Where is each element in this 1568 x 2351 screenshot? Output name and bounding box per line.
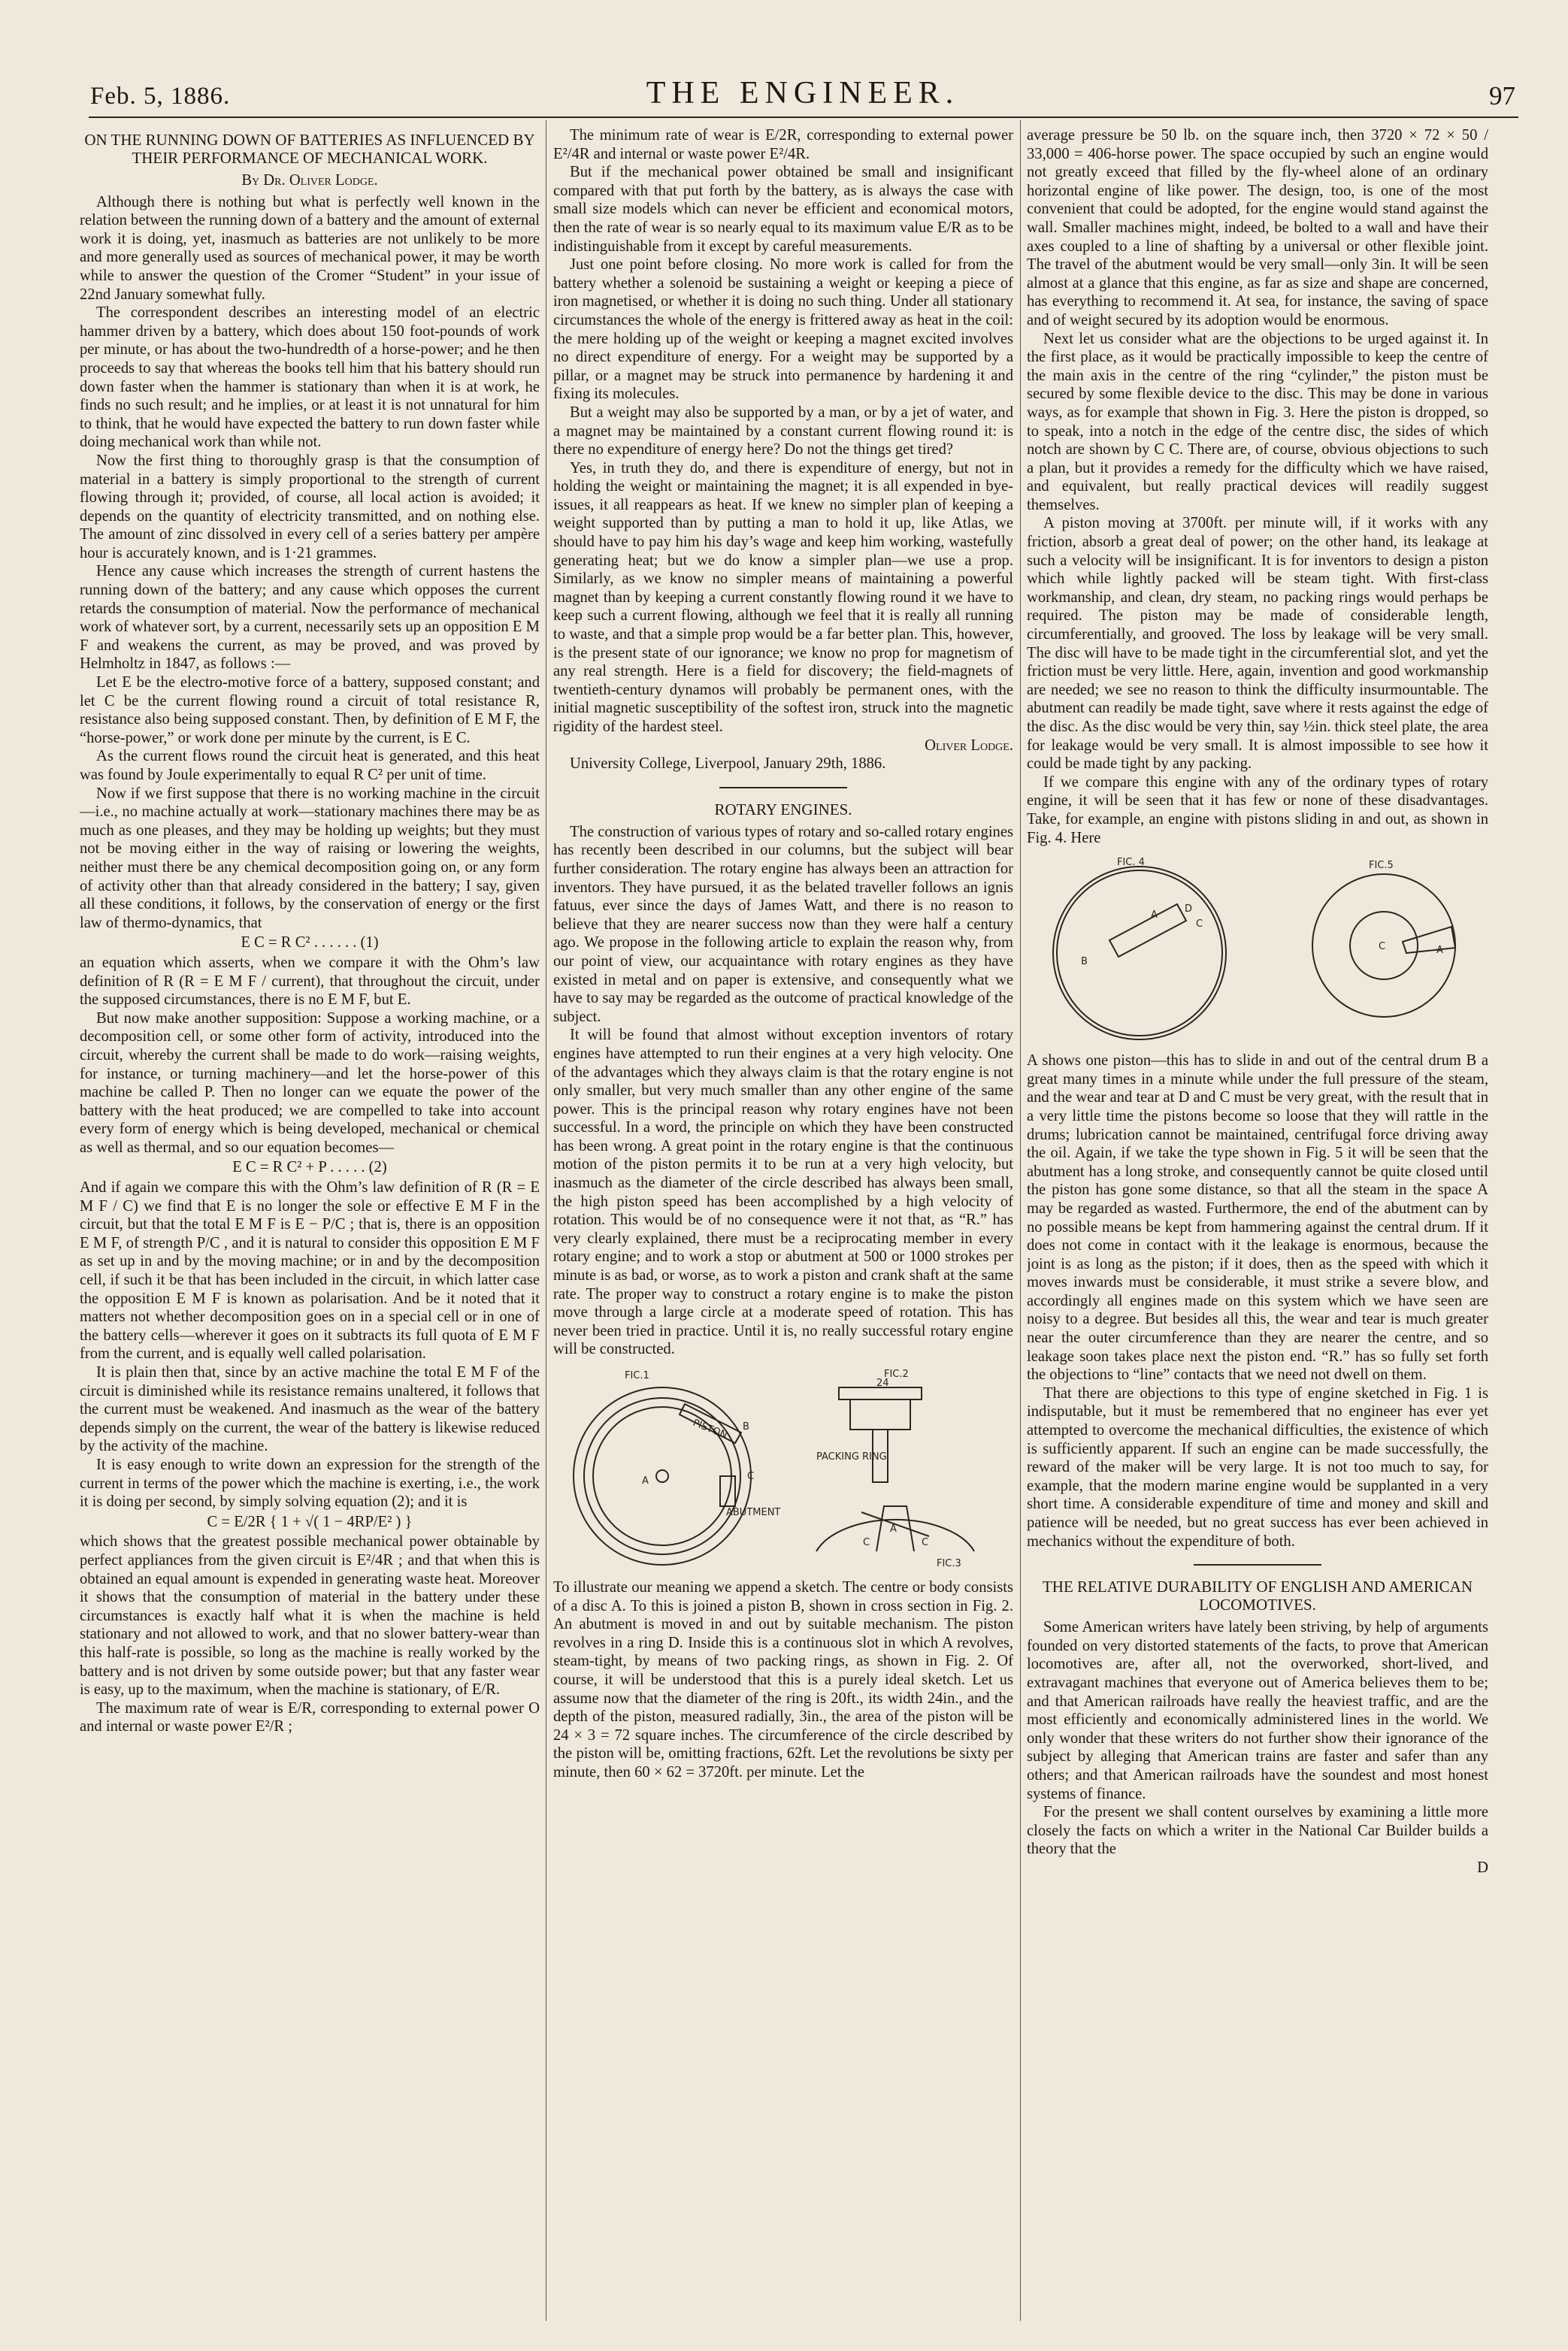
article-title-rotary-engines: ROTARY ENGINES. (714, 800, 852, 818)
column-2 (553, 126, 1013, 2306)
paragraph: The construction of various types of rotary and so-called rotary engines has recently been described in our columns, but the subject will bear further consideration. The rotary engine has always been an attraction for inventors. They have pursued, it as the belated traveller follows an ignis fatuus, ever since the days of James Watt, and there is no reason to believe that they are nearer success now than they were half a century ago. We propose in the following article to explain the reason why, from our point of view, our acquaintance with rotary engines as they have existed in metal and on paper is extensive, and consequently what we have to say may be regarded as the outcome of practical knowledge of the subject. (553, 823, 1013, 1025)
article-title-batteries: ON THE RUNNING DOWN OF BATTERIES AS INFLUENCED BY THEIR PERFORMANCE OF MECHANICAL WORK. (84, 131, 535, 167)
column-3 (1027, 126, 1488, 2306)
paragraph: For the present we shall content ourselves by examining a little more closely the facts on which a writer in the National Car Builder builds a theory that the (1027, 1804, 1488, 1858)
header-title: THE ENGINEER. (646, 76, 960, 110)
paragraph: A shows one piston—this has to slide in and out of the central drum B a great many times in a minute while under the full pressure of the steam, and the wear and tear at D and C must be very great, with the result that in a very little time the pistons become so loose that they will rattle in the drums; lubrication cannot be maintained, centrifugal force driving away the oil. Again, if we take the type shown in Fig. 5 it will be seen that the abutment has a long stroke, and consequently cannot be quite closed until the piston has gone some distance, so that all the steam in the space A may be regarded as wasted. Furthermore, the end of the abutment can by no possible means be kept from hammering against the central drum. If it does not come in contact with it the leakage is enormous, because the joint is as long as the piston; if it does, then as the speed with which it moves inwards must be considerable, it must strike a severe blow, and accordingly all engines made on this system which we have seen are noisy to a degree. But besides all this, the wear and tear is much greater near the outer circumference than they are nearer the centre, and so leakage soon takes place next the piston end. “R.” has so fully set forth the objections to “line” contacts that we need not dwell on them. (1027, 1052, 1488, 1384)
paragraph: But a weight may also be supported by a man, or by a jet of water, and a magnet may be maintained by a constant current flowing round it: is there no expenditure of energy here? Do not the things get tired? (553, 404, 1013, 458)
paragraph: It will be found that almost without exception inventors of rotary engines have attempted to run their engines at a very high velocity. One of the advantages which they always claim is that the rotary engine is not only smaller, but very much smaller than any other engine of the same power. This is the principal reason why rotary engines have not been successful. In a word, the principle on which they have been constructed has been wrong. A great point in the rotary engine is that the continuous motion of the piston permits it to be run at a very high velocity, but inasmuch as the diameter of the circle described has always been small, the high piston speed has been accomplished by a high velocity of rotation. This would be of no consequence were it not that, as “R.” has very clearly explained, there must be a reciprocating member in every rotary engine; and to work a stop or abutment at 500 or 1000 strokes per minute is as bad, or worse, as to work a piston and crank shaft at the same rate. The proper way to construct a rotary engine is to make the piston move through a large circle at a moderate speed of rotation. This has never been tried in practice. Until it is, no really successful rotary engine will be constructed. (553, 1027, 1013, 1358)
column-1 (80, 126, 540, 2306)
equation-1: E C = R C² . . . . . . (1) (241, 934, 379, 952)
figures-1-2-3 (553, 1363, 1013, 1574)
paragraph: Hence any cause which increases the strength of current hastens the running down of the battery; and any cause which opposes the current retards the consumption of material. Now the performance of mechanical work of whatever sort, by a current, necessarily sets up an opposition E M F and weakens the current, as may be proved, and was proved by Helmholtz in 1847, as follows :— (80, 563, 540, 673)
fig1-label: FIC.1 (625, 1370, 649, 1381)
paragraph: Let E be the electro-motive force of a battery, supposed constant; and let C be the current flowing round a circuit of total resistance R, resistance also being supposed constant. Then, by definition of E M F, the “horse-power,” or work done per minute by the current, is E C. (80, 674, 540, 746)
section-rule (719, 787, 847, 788)
equation-3: C = E/2R { 1 + √( 1 − 4RP/E² ) } (207, 1513, 413, 1530)
header-date: Feb. 5, 1886. (90, 83, 231, 110)
fig1-abutment-label: ABUTMENT (726, 1507, 781, 1518)
dateline: University College, Liverpool, January 29th, 1886. (570, 755, 886, 773)
fig1-B-label: B (743, 1421, 749, 1433)
fig3-C-label: C (863, 1537, 870, 1548)
fig5-label: FIC.5 (1369, 860, 1394, 872)
paragraph: Next let us consider what are the objections to be urged against it. In the first place, as it would be practically impossible to keep the centre of the main axis in the centre of the ring “cylinder,” the piston must be secured by some flexible device to the disc. This may be done in various ways, as for example that shown in Fig. 3. Here the piston is dropped, so to speak, into a notch in the edge of the centre disc, the sides of which notch are shown by C C. There are, of course, obvious objections to such a plan, but it provides a remedy for the difficulty which we have raised, and equivalent, but really practical devices will readily suggest themselves. (1027, 330, 1488, 513)
paragraph: But now make another supposition: Suppose a working machine, or a decomposition cell, or some other form of activity, introduced into the circuit, whereby the current shall be made to do work—raising weights, for instance, or turning machinery—and let the horse-power of this machine be called P. Then no longer can we equate the power of the battery with the heat produced; we are compelled to take into account every form of energy which is being developed, mechanical or chemical as well as thermal, and so our equation becomes— (80, 1009, 540, 1156)
fig4-casing (1053, 867, 1226, 1039)
paragraph: Although there is nothing but what is perfectly well known in the relation between the running down of a battery and the amount of external work it is doing, yet, inasmuch as batteries are not unlikely to be more and more generally used as sources of mechanical power, it may be worth while to answer the question of the Cromer “Student” in your issue of 22nd January somewhat fully. (80, 193, 540, 303)
section-rule (1194, 1564, 1321, 1566)
figures-4-5 (1027, 852, 1488, 1047)
paragraph: Just one point before closing. No more work is called for from the battery whether a solenoid be sustaining a weight or keeping a piece of iron magnetised, or whether it is doing no such thing. Under all stationary circumstances the whole of the energy is frittered away as heat in the coil: the mere holding up of the weight or keeping a magnet excited involves no direct expenditure of energy. For a weight may be supported by a pillar, or a magnet may be struck into permanence by hardening it and fixing its molecules. (553, 256, 1013, 403)
paragraph: If we compare this engine with any of the ordinary types of rotary engine, it will be seen that it has few or none of these disadvantages. Take, for example, an engine with pistons sliding in and out, as shown in Fig. 4. Here (1027, 773, 1488, 846)
paragraph: It is easy enough to write down an expression for the strength of the current in terms of the power which the machine is exerting, i.e., the work it is doing per second, by simply solving equation (2); and it is (80, 1456, 540, 1511)
paragraph: Now if we first suppose that there is no working machine in the circuit—i.e., no machine actually at work—stationary machines there may be as much as one pleases, and they may be holding up weights; but they must not be moving either in the way of raising or lowering the weights, neither must there be any chemical decomposition going on, or any form of activity other than that already considered in the battery; I say, given all these conditions, it follows, by the conservation of energy or the first law of thermo-dynamics, that (80, 785, 540, 931)
paragraph: But if the mechanical power obtained be small and insignificant compared with that put forth by the battery, as is always the case with small size models which can never be efficient and economical motors, then the rate of wear is so nearly equal to its maximum value E/R as to be indistinguishable from it except by careful measurements. (553, 164, 1013, 255)
catchword: D (1477, 1859, 1488, 1876)
fig1-A-label: A (642, 1475, 649, 1487)
fig3-C2-label: C (922, 1537, 929, 1548)
column-divider-2 (1020, 120, 1021, 2321)
paragraph: A piston moving at 3700ft. per minute will, if it works with any friction, absorb a great deal of power; on the other hand, its leakage at such a velocity will be insignificant. It is for inventors to design a piston which while lightly packed will be steam tight. With first-class workmanship, and clean, dry steam, no packing rings would perhaps be required. The piston may be made of considerable length, circumferentially, and grooved. The loss by leakage will be very small. The disc will have to be made tight in the circumferential slot, and yet the friction must be very little. Here, again, invention and good workmanship are needed; we see no reason to think the difficulty insurmountable. The abutment can readily be made tight, save where it rests against the edge of the disc. As the disc would be very thin, say ½in. thick steel plate, the area for leakage would be very small. It is almost impossible to see how it could be made tight by any packing. (1027, 515, 1488, 773)
fig5-C-label: C (1379, 941, 1386, 953)
paragraph: And if again we compare this with the Ohm’s law definition of R (R = E M F / C) we find that E is no longer the sole or effective E M F in the circuit, but that the total E M F is E − P/C ; that is, there is an opposition E M F, of strength P/C , and it is natural to consider this opposition E M F as set up in and by the moving machine; or in and by the decomposition cell, if such it be that has been included in the circuit, in which latter case the opposition E M F is known as polarisation. And be it noted that it matters not whether decomposition goes on in a special cell or in one of the battery cells—wherever it goes on it subtracts its full quota of E M F from the current, and is equally well called polarisation. (80, 1179, 540, 1363)
paragraph: Yes, in truth they do, and there is expenditure of energy, but not in holding the weight or maintaining the magnet; it is all expended in bye-issues, it all reappears as heat. If we knew no simpler plan of keeping a weight supported than by putting a man to hold it up, like Atlas, we should have to pay him his day’s wage and keep him working, wastefully generating heat; but we do know a simpler plan—we use a prop. Similarly, as we know no simpler means of maintaining a powerful magnet than by keeping a current constantly flowing round it we have to keep such a current flowing, although we feel that it is really all running to waste, and that a simple prop would be a far better plan. This, however, is the present state of our ignorance; we know no prop for magnetism of any real strength. Here is a field for discovery; the field-magnets of twentieth-century dynamos will probably be permanent ones, with the initial magnetic susceptibility of the softest iron, struck into the magnetic rigidity of the hardest steel. (553, 459, 1013, 735)
article-title-locomotives: THE RELATIVE DURABILITY OF ENGLISH AND AMERICAN LOCOMOTIVES. (1042, 1578, 1473, 1614)
fig4-D-label: D (1185, 903, 1193, 915)
fig4-A-label: A (1151, 909, 1158, 921)
paragraph: an equation which asserts, when we compare it with the Ohm’s law definition of R (R = E M F / current), that throughout the circuit, under the supposed circumstances, there is no E M F, but E. (80, 954, 540, 1009)
paragraph: As the current flows round the circuit heat is generated, and this heat was found by Joule experimentally to equal R C² per unit of time. (80, 748, 540, 783)
paragraph: To illustrate our meaning we append a sketch. The centre or body consists of a disc A. To this is joined a piston B, shown in cross section in Fig. 2. An abutment is moved in and out by suitable mechanism. The piston revolves in a ring D. Inside this is a continuous slot in which A revolves, steam-tight, by means of two packing rings, as shown in Fig. 2. Of course, it will be understood that this is a purely ideal sketch. Let us assume now that the diameter of the ring is 20ft., its width 24in., and the depth of the piston, measured radially, 3in., the area of the piston will be 24 × 3 = 72 square inches. The circumference of the circle described by the piston will be, omitting fractions, 62ft. Let the revolutions be sixty per minute, then 60 × 62 = 3720ft. per minute. Let the (553, 1579, 1013, 1781)
fig2-dimension: 24 (876, 1378, 889, 1389)
paragraph: Some American writers have lately been striving, by help of arguments founded on very distorted statements of the facts, to prove that American locomotives are, after all, not the overworked, short-lived, and extravagant machines that everyone out of America believes them to be; and that American railroads have really the heaviest traffic, and are the most efficiently and economically administered lines in the world. We only wonder that these writers do not further show their ignorance of the subject by alleging that American trains are faster and safer than any others; and that American railroads have the soundest and most honest systems of finance. (1027, 1619, 1488, 1802)
page-header (90, 75, 1515, 113)
fig4-piston (1109, 904, 1186, 957)
article-signature: Oliver Lodge. (925, 737, 1013, 754)
fig1-C-label: C (747, 1471, 755, 1482)
paragraph: It is plain then that, since by an active machine the total E M F of the circuit is diminished while its resistance remains unaltered, it follows that the current must be weakened. And inasmuch as the wear of the battery depends simply on the current, the wear of the battery is likewise reduced by the activity of the machine. (80, 1364, 540, 1455)
fig3-label: FIC.3 (937, 1558, 961, 1569)
fig2-packing-label: PACKING RING (816, 1451, 887, 1463)
paragraph: which shows that the greatest possible mechanical power obtainable by perfect appliances from the given circuit is E²/4R ; and that when this is obtained an equal amount is expended in generating waste heat. Moreover it shows that the consumption of material in the battery under these circumstances is exactly half what it is when the machine is held stationary and not allowed to work, and that no slower battery-wear than this half-rate is possible, so long as the machine is really worked by the battery and is not driven by some outside power; but that any faster wear is easy, up to the maximum, when the machine is stationary, of E/R. (80, 1533, 540, 1699)
paragraph: That there are objections to this type of engine sketched in Fig. 1 is indisputable, but it must be remembered that no engineer has ever yet attempted to overcome the mechanical difficulties, the existence of which is sufficiently apparent. If such an engine can be made successfully, the reward of the maker will be very large. It is not too much to say, for example, that the modern marine engine would be supplanted in a very short time. A considerable expenditure of time and money and skill and patience will be needed, but no great success has ever been achieved in mechanics without the expenditure of both. (1027, 1384, 1488, 1550)
fig4-C-label: C (1196, 918, 1203, 930)
paragraph: The minimum rate of wear is E/2R, corresponding to external power E²/4R and internal or waste power E²/4R. (553, 127, 1013, 162)
header-page-number: 97 (1489, 81, 1515, 110)
paragraph: The correspondent describes an interesting model of an electric hammer driven by a battery, which does about 150 foot-pounds of work per minute, or has about the two-hundredth of a horse-power; and he then proceeds to say that whereas the books tell him that his battery should run down faster when the hammer is stationary than when it is at work, he finds no such result; and he implies, or at least it is not unnatural for him to think, that he would have expected the battery to run down faster while doing mechanical work than while not. (80, 304, 540, 451)
paragraph: average pressure be 50 lb. on the square inch, then 3720 × 72 × 50 / 33,000 = 406-horse power. The space occupied by such an engine would not greatly exceed that filled by the fly-wheel alone of an ordinary horizontal engine of like power. The design, too, is one of the most convenient that could be adopted, for the engine would stand against the wall. Smaller machines might, indeed, be bolted to a wall and have their axes coupled to a line of shafting by a universal or other flexible joint. The travel of the abutment would be very small—only 3in. It will be seen almost at a glance that this engine, as far as size and shape are concerned, has everything to recommend it. At sea, for instance, the saving of space and of weight secured by its adoption would be enormous. (1027, 127, 1488, 328)
article-byline: By Dr. Oliver Lodge. (241, 172, 378, 189)
fig5-abutment (1403, 927, 1455, 953)
fig4-label: FIC. 4 (1117, 857, 1145, 869)
fig1-piston-label: PISTON (691, 1417, 729, 1442)
paragraph: The maximum rate of wear is E/R, corresponding to external power O and internal or waste power E²/R ; (80, 1699, 540, 1735)
fig2-label: FIC.2 (884, 1369, 909, 1380)
fig3-A-label: A (890, 1523, 897, 1535)
equation-2: E C = R C² + P . . . . . (2) (232, 1159, 387, 1176)
paragraph: Now the first thing to thoroughly grasp is that the consumption of material in a battery is simply proportional to the strength of current flowing through it; provided, of course, all local action is avoided; it depends on the quantity of electricity transmitted, and on nothing else. The amount of zinc dissolved in every cell of a series battery per ampère hour is accurately known, and is 1·21 grammes. (80, 452, 540, 561)
fig4-B-label: B (1081, 956, 1088, 968)
header-rule (89, 116, 1518, 118)
fig5-A-label: A (1436, 945, 1443, 957)
